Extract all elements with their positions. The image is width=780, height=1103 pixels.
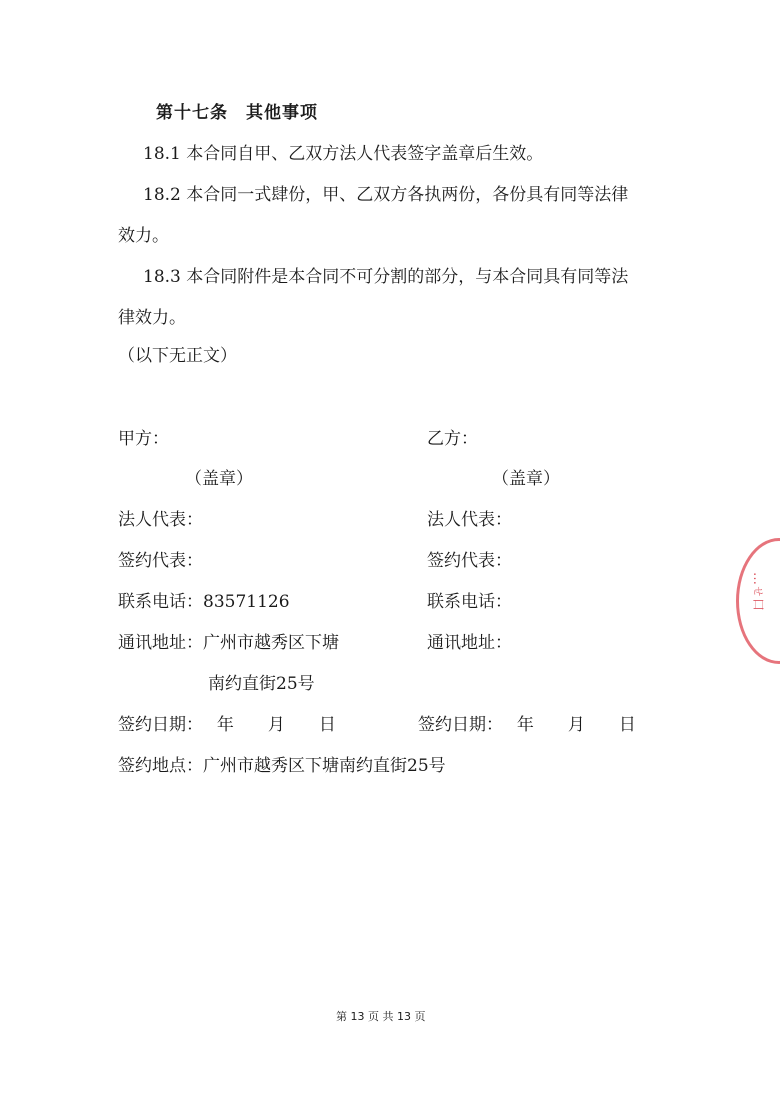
clause-18-3-line1: 18.3 本合同附件是本合同不可分割的部分，与本合同具有同等法 — [143, 267, 629, 287]
article-heading: 第十七条 其他事项 — [156, 103, 318, 123]
party-a-address-line2: 南约直街25号 — [208, 674, 315, 694]
party-a-phone: 联系电话：83571126 — [118, 592, 290, 612]
sign-location: 签约地点：广州市越秀区下塘南约直街25号 — [118, 756, 446, 776]
seal-fragment-text: …ㄝ口 — [750, 571, 766, 612]
party-a-seal: （盖章） — [185, 469, 253, 489]
end-of-text-note: （以下无正文） — [118, 346, 237, 366]
clause-18-2-line1: 18.2 本合同一式肆份，甲、乙双方各执两份，各份具有同等法律 — [143, 185, 629, 205]
party-a-sign-rep: 签约代表： — [118, 551, 203, 571]
party-b-sign-date: 签约日期： 年 月 日 — [418, 715, 636, 735]
party-b-address: 通讯地址： — [427, 633, 512, 653]
party-a-sign-date: 签约日期： 年 月 日 — [118, 715, 336, 735]
party-a-legal-rep: 法人代表： — [118, 510, 203, 530]
party-a-address-line1: 通讯地址：广州市越秀区下塘 — [118, 633, 339, 653]
party-a-label: 甲方： — [118, 429, 169, 449]
party-b-legal-rep: 法人代表： — [427, 510, 512, 530]
party-b-seal: （盖章） — [492, 469, 560, 489]
clause-18-3-line2: 律效力。 — [118, 308, 186, 328]
party-b-phone: 联系电话： — [427, 592, 512, 612]
clause-18-1: 18.1 本合同自甲、乙双方法人代表签字盖章后生效。 — [143, 144, 544, 164]
party-b-label: 乙方： — [427, 429, 478, 449]
clause-18-2-line2: 效力。 — [118, 226, 169, 246]
page-number-footer: 第 13 页 共 13 页 — [336, 1010, 426, 1023]
party-b-sign-rep: 签约代表： — [427, 551, 512, 571]
